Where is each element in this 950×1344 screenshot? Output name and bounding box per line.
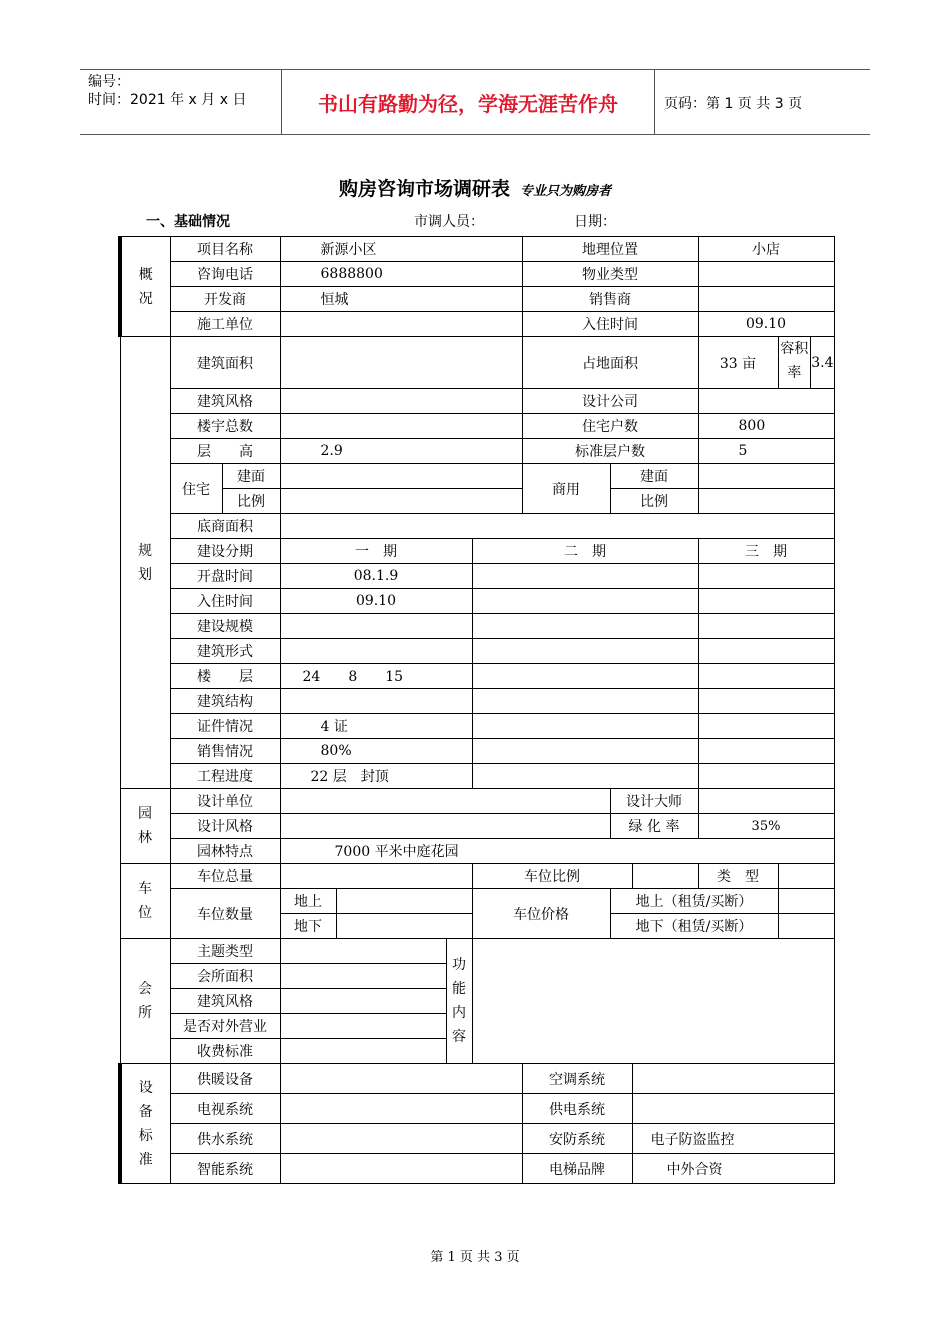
build-area-label: 建筑面积 bbox=[170, 337, 280, 389]
ac-value bbox=[632, 1064, 834, 1094]
sales-value: 80% bbox=[280, 739, 472, 764]
build-area-value bbox=[280, 337, 522, 389]
garden-style-label: 设计风格 bbox=[170, 814, 280, 839]
residential-ratio-value bbox=[280, 489, 522, 514]
certs-value: 4 证 bbox=[280, 714, 472, 739]
open-time-value: 08.1.9 bbox=[280, 564, 472, 589]
ac-label: 空调系统 bbox=[522, 1064, 632, 1094]
land-area-label: 占地面积 bbox=[522, 337, 698, 389]
builder-label: 施工单位 bbox=[170, 312, 280, 337]
security-value: 电子防盗监控 bbox=[632, 1124, 834, 1154]
phone-label: 咨询电话 bbox=[170, 262, 280, 287]
commercial-area-value bbox=[698, 464, 834, 489]
page-footer: 第 1 页 共 3 页 bbox=[430, 1250, 520, 1265]
section-heading: 一、基础情况 bbox=[146, 214, 230, 230]
elevator-value: 中外合资 bbox=[632, 1154, 834, 1184]
structure-phase-2 bbox=[472, 689, 698, 714]
phase-label: 建设分期 bbox=[170, 539, 280, 564]
heating-label: 供暖设备 bbox=[170, 1064, 280, 1094]
parking-type-label: 类 型 bbox=[698, 864, 778, 889]
far-label: 容积率 bbox=[779, 337, 812, 388]
club-area-value bbox=[280, 964, 446, 989]
phone-value: 6888800 bbox=[280, 262, 522, 287]
category-equipment: 设备标准 bbox=[120, 1064, 170, 1184]
floor-height-label: 层 高 bbox=[170, 439, 280, 464]
club-area-label: 会所面积 bbox=[170, 964, 280, 989]
elevator-label: 电梯品牌 bbox=[522, 1154, 632, 1184]
parking-type-value bbox=[778, 864, 834, 889]
club-fee-value bbox=[280, 1039, 446, 1064]
seller-value bbox=[698, 287, 834, 312]
phase-1: 一 期 bbox=[280, 539, 472, 564]
surveyor-label: 市调人员： bbox=[414, 214, 484, 230]
floor-height-value: 2.9 bbox=[280, 439, 522, 464]
shop-area-value bbox=[280, 514, 834, 539]
scale-label: 建设规模 bbox=[170, 614, 280, 639]
heating-value bbox=[280, 1064, 522, 1094]
green-value: 35% bbox=[698, 814, 834, 839]
per-floor-value: 5 bbox=[698, 439, 834, 464]
power-label: 供电系统 bbox=[522, 1094, 632, 1124]
open-time-phase-2 bbox=[472, 564, 698, 589]
form-phase-1 bbox=[280, 639, 472, 664]
garden-designer-label: 设计大师 bbox=[610, 789, 698, 814]
move-in-label: 入住时间 bbox=[522, 312, 698, 337]
code-label: 编号： bbox=[88, 74, 130, 90]
residential-label: 住宅 bbox=[170, 464, 222, 514]
residential-ratio-label: 比例 bbox=[222, 489, 280, 514]
smart-label: 智能系统 bbox=[170, 1154, 280, 1184]
club-fee-label: 收费标准 bbox=[170, 1039, 280, 1064]
parking-ratio-label: 车位比例 bbox=[472, 864, 632, 889]
club-style-value bbox=[280, 989, 446, 1014]
certs-phase-3 bbox=[698, 714, 834, 739]
project-name-value: 新源小区 bbox=[280, 237, 522, 262]
parking-below-price-label: 地下（租赁/买断） bbox=[610, 914, 778, 939]
club-style-label: 建筑风格 bbox=[170, 989, 280, 1014]
phase-3: 三 期 bbox=[698, 539, 834, 564]
water-label: 供水系统 bbox=[170, 1124, 280, 1154]
move-in-phase-3 bbox=[698, 589, 834, 614]
commercial-ratio-label: 比例 bbox=[610, 489, 698, 514]
garden-design-unit-value bbox=[280, 789, 610, 814]
scale-phase-2 bbox=[472, 614, 698, 639]
commercial-area-label: 建面 bbox=[610, 464, 698, 489]
phase-2: 二 期 bbox=[472, 539, 698, 564]
shop-area-label: 底商面积 bbox=[170, 514, 280, 539]
page-info: 页码：第 1 页 共 3 页 bbox=[664, 96, 803, 112]
structure-phase-1 bbox=[280, 689, 472, 714]
parking-above-price-value bbox=[778, 889, 834, 914]
club-theme-label: 主题类型 bbox=[170, 939, 280, 964]
style-label: 建筑风格 bbox=[170, 389, 280, 414]
club-public-label: 是否对外营业 bbox=[170, 1014, 280, 1039]
club-function-value bbox=[472, 939, 834, 1064]
parking-below-label: 地下 bbox=[280, 914, 336, 939]
date-label: 日期： bbox=[574, 214, 616, 230]
developer-value: 恒城 bbox=[280, 287, 522, 312]
security-label: 安防系统 bbox=[522, 1124, 632, 1154]
scale-phase-3 bbox=[698, 614, 834, 639]
buildings-value bbox=[280, 414, 522, 439]
garden-style-value bbox=[280, 814, 610, 839]
form-phase-3 bbox=[698, 639, 834, 664]
club-function-label: 功能内容 bbox=[446, 939, 472, 1064]
form-label: 建筑形式 bbox=[170, 639, 280, 664]
open-time-label: 开盘时间 bbox=[170, 564, 280, 589]
phase-move-in-label: 入住时间 bbox=[170, 589, 280, 614]
garden-designer-value bbox=[698, 789, 834, 814]
header-bottom-rule bbox=[80, 134, 870, 135]
parking-below-value bbox=[336, 914, 472, 939]
design-co-label: 设计公司 bbox=[522, 389, 698, 414]
location-label: 地理位置 bbox=[522, 237, 698, 262]
tv-value bbox=[280, 1094, 522, 1124]
property-type-label: 物业类型 bbox=[522, 262, 698, 287]
floors-phase-3 bbox=[698, 664, 834, 689]
developer-label: 开发商 bbox=[170, 287, 280, 312]
title-sub: 专业只为购房者 bbox=[520, 184, 612, 199]
header-divider-right bbox=[654, 69, 655, 135]
far-value: 3.4 bbox=[811, 354, 834, 371]
floors-label: 楼 层 bbox=[170, 664, 280, 689]
buildings-label: 楼宇总数 bbox=[170, 414, 280, 439]
residential-area-label: 建面 bbox=[222, 464, 280, 489]
survey-table bbox=[118, 236, 832, 1184]
sales-label: 销售情况 bbox=[170, 739, 280, 764]
scale-phase-1 bbox=[280, 614, 472, 639]
parking-ratio-value bbox=[632, 864, 698, 889]
move-in-phase-2 bbox=[472, 589, 698, 614]
location-value: 小店 bbox=[698, 237, 834, 262]
move-in-value: 09.10 bbox=[698, 312, 834, 337]
parking-price-label: 车位价格 bbox=[472, 889, 610, 939]
club-theme-value bbox=[280, 939, 446, 964]
power-value bbox=[632, 1094, 834, 1124]
parking-below-price-value bbox=[778, 914, 834, 939]
parking-total-label: 车位总量 bbox=[170, 864, 280, 889]
phase-move-in-value: 09.10 bbox=[280, 589, 472, 614]
commercial-label: 商用 bbox=[522, 464, 610, 514]
open-time-phase-3 bbox=[698, 564, 834, 589]
category-planning: 规划 bbox=[120, 337, 170, 789]
page-title bbox=[0, 174, 950, 201]
club-public-value bbox=[280, 1014, 446, 1039]
motto: 书山有路勤为径，学海无涯苦作舟 bbox=[318, 91, 618, 116]
floors-value: 24 8 15 bbox=[280, 664, 472, 689]
seller-label: 销售商 bbox=[522, 287, 698, 312]
style-value bbox=[280, 389, 522, 414]
title-main: 购房咨询市场调研表 bbox=[338, 178, 510, 200]
builder-value bbox=[280, 312, 522, 337]
structure-label: 建筑结构 bbox=[170, 689, 280, 714]
commercial-ratio-value bbox=[698, 489, 834, 514]
residential-area-value bbox=[280, 464, 522, 489]
progress-label: 工程进度 bbox=[170, 764, 280, 789]
parking-above-price-label: 地上（租赁/买断） bbox=[610, 889, 778, 914]
households-value: 800 bbox=[698, 414, 834, 439]
property-type-value bbox=[698, 262, 834, 287]
green-label: 绿 化 率 bbox=[610, 814, 698, 839]
time-label: 时间：2021 年 x 月 x 日 bbox=[88, 92, 247, 108]
design-co-value bbox=[698, 389, 834, 414]
category-overview: 概况 bbox=[120, 237, 170, 337]
sales-phase-2 bbox=[472, 739, 698, 764]
tv-label: 电视系统 bbox=[170, 1094, 280, 1124]
progress-phase-3 bbox=[698, 764, 834, 789]
category-garden: 园林 bbox=[120, 789, 170, 864]
sales-phase-3 bbox=[698, 739, 834, 764]
parking-total-value bbox=[280, 864, 472, 889]
parking-above-label: 地上 bbox=[280, 889, 336, 914]
parking-above-value bbox=[336, 889, 472, 914]
households-label: 住宅户数 bbox=[522, 414, 698, 439]
project-name-label: 项目名称 bbox=[170, 237, 280, 262]
certs-phase-2 bbox=[472, 714, 698, 739]
per-floor-label: 标准层户数 bbox=[522, 439, 698, 464]
form-phase-2 bbox=[472, 639, 698, 664]
floors-phase-2 bbox=[472, 664, 698, 689]
land-area-value: 33 亩 bbox=[698, 337, 778, 389]
garden-design-unit-label: 设计单位 bbox=[170, 789, 280, 814]
water-value bbox=[280, 1124, 522, 1154]
garden-feature-label: 园林特点 bbox=[170, 839, 280, 864]
parking-count-label: 车位数量 bbox=[170, 889, 280, 939]
garden-feature-value: 7000 平米中庭花园 bbox=[280, 839, 834, 864]
progress-phase-2 bbox=[472, 764, 698, 789]
category-parking: 车位 bbox=[120, 864, 170, 939]
certs-label: 证件情况 bbox=[170, 714, 280, 739]
category-club: 会所 bbox=[120, 939, 170, 1064]
smart-value bbox=[280, 1154, 522, 1184]
far-cell bbox=[778, 337, 834, 389]
progress-value: 22 层 封顶 bbox=[280, 764, 472, 789]
structure-phase-3 bbox=[698, 689, 834, 714]
